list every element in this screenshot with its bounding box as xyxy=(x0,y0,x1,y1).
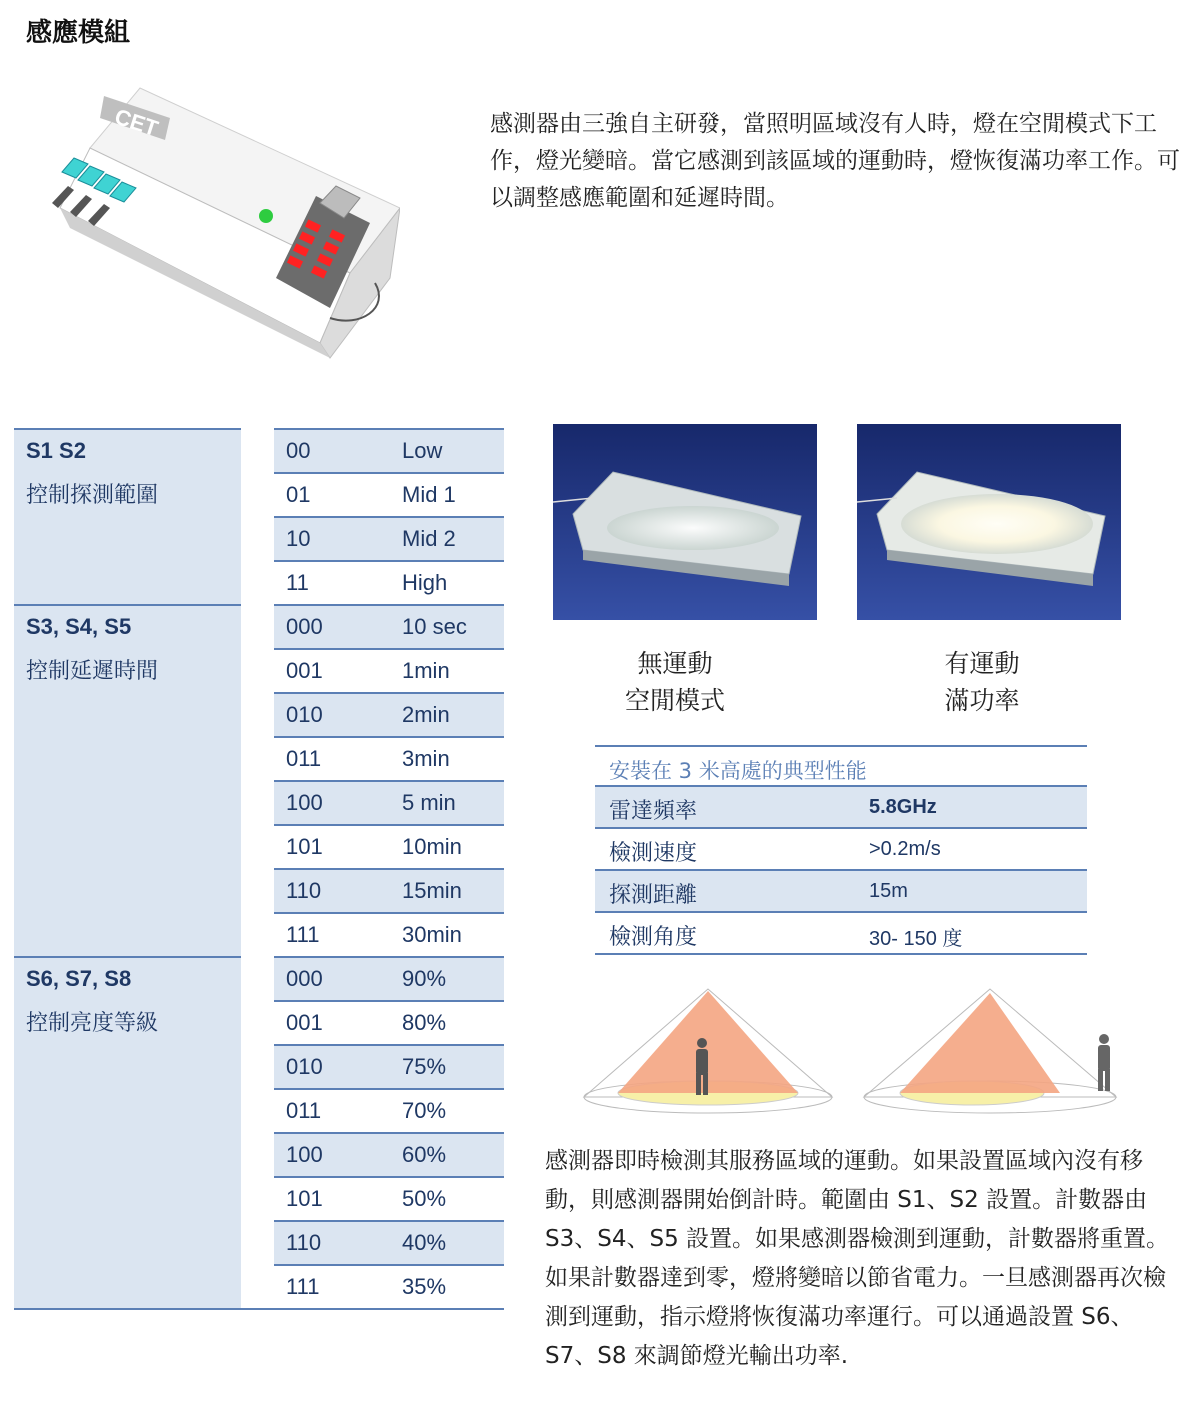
setting-row xyxy=(274,428,504,472)
setting-row xyxy=(274,560,504,604)
setting-row xyxy=(274,604,504,648)
setting-row xyxy=(274,868,504,912)
setting-row xyxy=(274,780,504,824)
setting-row xyxy=(274,956,504,1000)
detection-cone-person-outside xyxy=(860,985,1120,1115)
switch-code: 110 xyxy=(286,1230,322,1255)
setting-row xyxy=(274,824,504,868)
switch-code: 100 xyxy=(286,790,323,815)
setting-group-description: 控制亮度等級 xyxy=(26,1011,159,1036)
setting-row xyxy=(274,1000,504,1044)
setting-group-title: S6, S7, S8 xyxy=(26,966,132,991)
setting-row xyxy=(274,1264,504,1308)
switch-value: 40% xyxy=(402,1230,447,1255)
person-icon xyxy=(1098,1034,1110,1091)
setting-row xyxy=(274,1132,504,1176)
caption-full-line1: 有運動 xyxy=(944,649,1020,678)
switch-value: 1min xyxy=(402,658,450,683)
switch-code: 111 xyxy=(286,1274,320,1299)
switch-value: High xyxy=(402,570,448,595)
setting-group xyxy=(14,956,241,1310)
switch-value: 30min xyxy=(402,922,462,947)
setting-row xyxy=(274,912,504,956)
switch-code: 111 xyxy=(286,922,320,947)
switch-value: Mid 2 xyxy=(402,526,456,551)
caption-full-power xyxy=(882,645,1082,719)
performance-caption: 安裝在 3 米高處的典型性能 xyxy=(609,759,867,783)
switch-value: 2min xyxy=(402,702,450,727)
sensor-module-illustration xyxy=(30,78,400,368)
performance-value: 15m xyxy=(869,880,908,902)
switch-code: 101 xyxy=(286,834,323,859)
setting-row xyxy=(274,1220,504,1264)
switch-code: 001 xyxy=(286,1010,323,1035)
performance-label: 檢測速度 xyxy=(609,841,698,866)
switch-code: 010 xyxy=(286,1054,323,1079)
page-title: 感應模組 xyxy=(26,18,131,48)
setting-group-description: 控制延遲時間 xyxy=(26,659,159,684)
switch-value: 50% xyxy=(402,1186,447,1211)
switch-value: 75% xyxy=(402,1054,447,1079)
performance-value: 30- 150 度 xyxy=(869,928,963,950)
switch-code: 011 xyxy=(286,1098,322,1123)
switch-value: 70% xyxy=(402,1098,447,1123)
setting-row xyxy=(274,692,504,736)
switch-code: 110 xyxy=(286,878,322,903)
switch-value: Mid 1 xyxy=(402,482,456,507)
performance-row xyxy=(595,869,1087,913)
explanation-paragraph: 感測器即時檢測其服務區域的運動。如果設置區域內沒有移動，則感測器開始倒計時。範圍由 S1、S2 設置。計數器由 S3、S4、S5 設置。如果感測器檢測到運動，計數器將重置。如果計數器達到零，燈將變暗以節省電力。一旦感測器再次檢測到運動，指示燈將恢復滿功率運行。可以通過設置 S6、S7、S8 來調節燈光輸出功率. xyxy=(545,1148,1170,1369)
setting-group-title: S3, S4, S5 xyxy=(26,614,132,639)
performance-label: 檢測角度 xyxy=(609,925,698,950)
caption-idle-line1: 無運動 xyxy=(637,649,713,678)
switch-value: 90% xyxy=(402,966,447,991)
switch-value: 80% xyxy=(402,1010,447,1035)
setting-row xyxy=(274,516,504,560)
switch-value: 10 sec xyxy=(402,614,467,639)
caption-idle-line2: 空閒模式 xyxy=(624,686,725,715)
setting-row xyxy=(274,648,504,692)
switch-code: 010 xyxy=(286,702,323,727)
switch-code: 000 xyxy=(286,614,323,639)
device-logo: CET xyxy=(111,103,162,142)
performance-label: 雷達頻率 xyxy=(609,799,698,824)
switch-value: 15min xyxy=(402,878,462,903)
setting-group xyxy=(14,428,241,606)
switch-value: 35% xyxy=(402,1274,447,1299)
performance-row xyxy=(595,911,1087,955)
switch-code: 00 xyxy=(286,438,311,463)
performance-value: >0.2m/s xyxy=(869,838,941,860)
caption-idle xyxy=(575,645,775,719)
setting-row xyxy=(274,1044,504,1088)
switch-value: 3min xyxy=(402,746,450,771)
dip-switch-settings-table xyxy=(14,428,506,1310)
setting-group-title: S1 S2 xyxy=(26,438,86,463)
switch-value: 5 min xyxy=(402,790,456,815)
lamp-photo-idle xyxy=(553,424,817,620)
switch-code: 01 xyxy=(286,482,311,507)
setting-row xyxy=(274,736,504,780)
performance-label: 探測距離 xyxy=(609,883,698,908)
switch-code: 100 xyxy=(286,1142,323,1167)
switch-code: 10 xyxy=(286,526,311,551)
switch-code: 000 xyxy=(286,966,323,991)
switch-code: 11 xyxy=(286,570,309,595)
switch-code: 101 xyxy=(286,1186,323,1211)
switch-code: 011 xyxy=(286,746,322,771)
switch-value: Low xyxy=(402,438,443,463)
switch-code: 001 xyxy=(286,658,323,683)
performance-row xyxy=(595,827,1087,871)
setting-row xyxy=(274,472,504,516)
setting-row xyxy=(274,1088,504,1132)
setting-row xyxy=(274,1176,504,1220)
detection-cone-person-inside xyxy=(582,985,834,1115)
lamp-photo-full-power xyxy=(857,424,1121,620)
switch-value: 60% xyxy=(402,1142,447,1167)
performance-value: 5.8GHz xyxy=(869,796,937,818)
setting-group xyxy=(14,604,241,958)
intro-paragraph: 感測器由三強自主研發，當照明區域沒有人時，燈在空閒模式下工作，燈光變暗。當它感測到該區域的運動時，燈恢復滿功率工作。可以調整感應範圍和延遲時間。 xyxy=(490,111,1180,211)
caption-full-line2: 滿功率 xyxy=(944,686,1020,715)
performance-row xyxy=(595,785,1087,829)
setting-group-description: 控制探測範圍 xyxy=(26,483,159,508)
switch-value: 10min xyxy=(402,834,462,859)
